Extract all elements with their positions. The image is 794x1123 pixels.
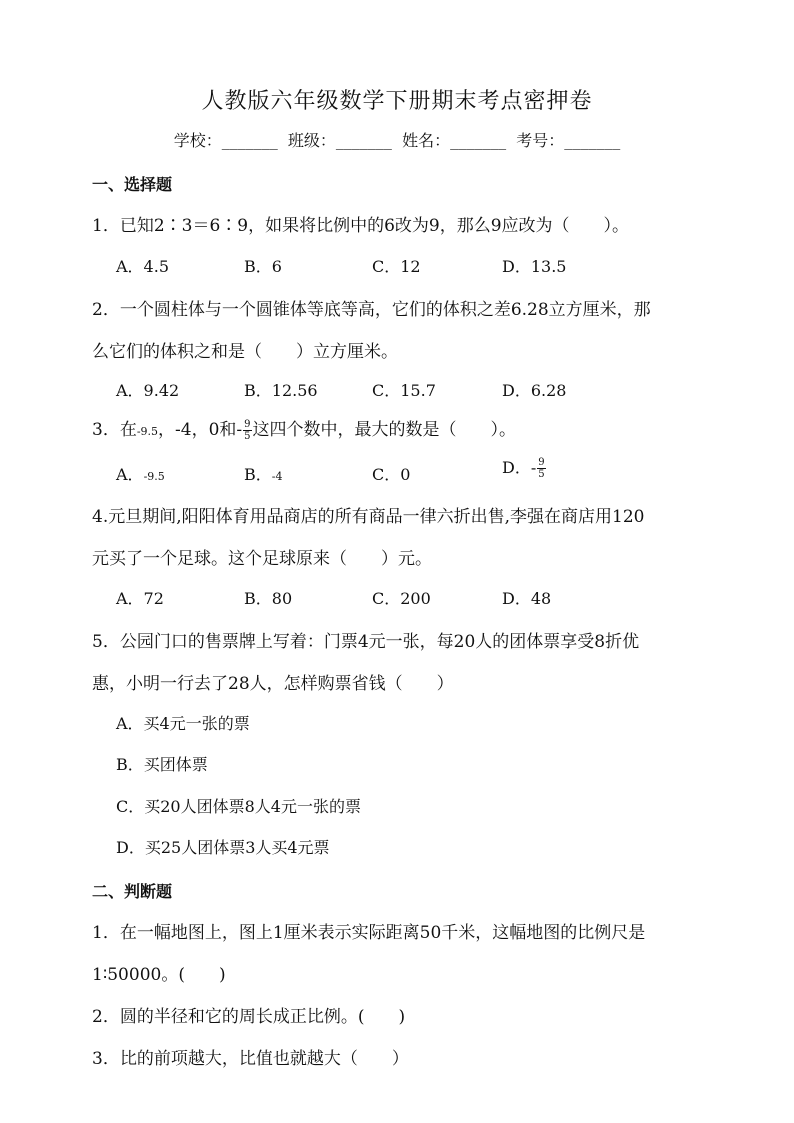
q3-option-c: C．0 [372,465,411,484]
q3-option-d-numerator: 9 [538,457,545,468]
q3-option-b-label: B． [244,465,272,484]
page-title: 人教版六年级数学下册期末考点密押卷 [201,89,593,114]
judge-3-text: 3．比的前项越大，比值也就越大（ ） [92,1049,409,1069]
judge-2-text: 2．圆的半径和它的周长成正比例。( ) [92,1007,406,1027]
q4-option-c: C．200 [372,589,431,608]
q3-option-b [244,462,282,485]
q3-text-part-1: 3．在 [92,420,137,440]
q5-option-d: D．买25人团体票3人买4元票 [116,838,330,857]
q3-option-a-value: -9.5 [143,470,165,483]
judge-1-line-1: 1．在一幅地图上，图上1厘米表示实际距离50千米，这幅地图的比例尺是 [92,923,646,943]
q1-option-d: D．13.5 [502,257,567,276]
question-2-line-2: 么它们的体积之和是（ ）立方厘米。 [92,342,398,362]
q3-option-a-label: A． [116,465,144,484]
question-1-text: 1．已知2∶3＝6∶9，如果将比例中的6改为9，那么9应改为（ ）。 [92,216,630,236]
question-5-line-1: 5．公园门口的售票牌上写着：门票4元一张，每20人的团体票享受8折优 [92,632,640,652]
student-info-line: 学校：_______ 班级：_______ 姓名：_______ 考号：_______ [173,131,621,150]
q3-fraction [243,419,251,442]
q3-value-neg-9-5: -9.5 [136,425,159,438]
question-5-line-2: 惠，小明一行去了28人，怎样购票省钱（ ） [92,674,454,694]
judge-1-line-2: 1∶50000。( ) [92,965,226,985]
q5-option-c: C．买20人团体票8人4元一张的票 [116,797,361,816]
q2-option-b: B．12.56 [244,381,318,400]
q3-text-part-3: 这四个数中，最大的数是（ ）。 [252,420,517,440]
q3-text-part-2: ，-4，0和- [158,420,243,440]
q3-fraction-numerator: 9 [244,419,251,430]
q3-option-d-label: D．- [502,458,537,477]
q2-option-d: D．6.28 [502,381,567,400]
q3-option-d-denominator: 5 [538,469,545,480]
q1-option-c: C．12 [372,257,421,276]
section-heading-choice: 一、选择题 [92,175,173,194]
q4-option-b: B．80 [244,589,293,608]
q5-option-b: B．买团体票 [116,755,208,774]
q5-option-a: A．买4元一张的票 [116,714,250,733]
q3-option-d [502,455,547,480]
q1-option-b: B．6 [244,257,282,276]
question-3-text [92,415,516,442]
q3-fraction-denominator: 5 [244,431,251,442]
q4-option-a: A．72 [116,589,164,608]
question-4-line-1: 4.元旦期间,阳阳体育用品商店的所有商品一律六折出售,李强在商店用120 [92,507,645,527]
q4-option-d: D．48 [502,589,552,608]
section-heading-judge: 二、判断题 [92,882,173,901]
q3-option-d-fraction [537,457,545,480]
q1-option-a: A．4.5 [116,257,170,276]
q3-option-a [116,462,165,485]
question-4-line-2: 元买了一个足球。这个足球原来（ ）元。 [92,549,432,569]
q2-option-a: A．9.42 [116,381,180,400]
q3-option-b-value: -4 [271,470,283,483]
question-2-line-1: 2．一个圆柱体与一个圆锥体等底等高，它们的体积之差6.28立方厘米，那 [92,300,651,320]
q2-option-c: C．15.7 [372,381,436,400]
